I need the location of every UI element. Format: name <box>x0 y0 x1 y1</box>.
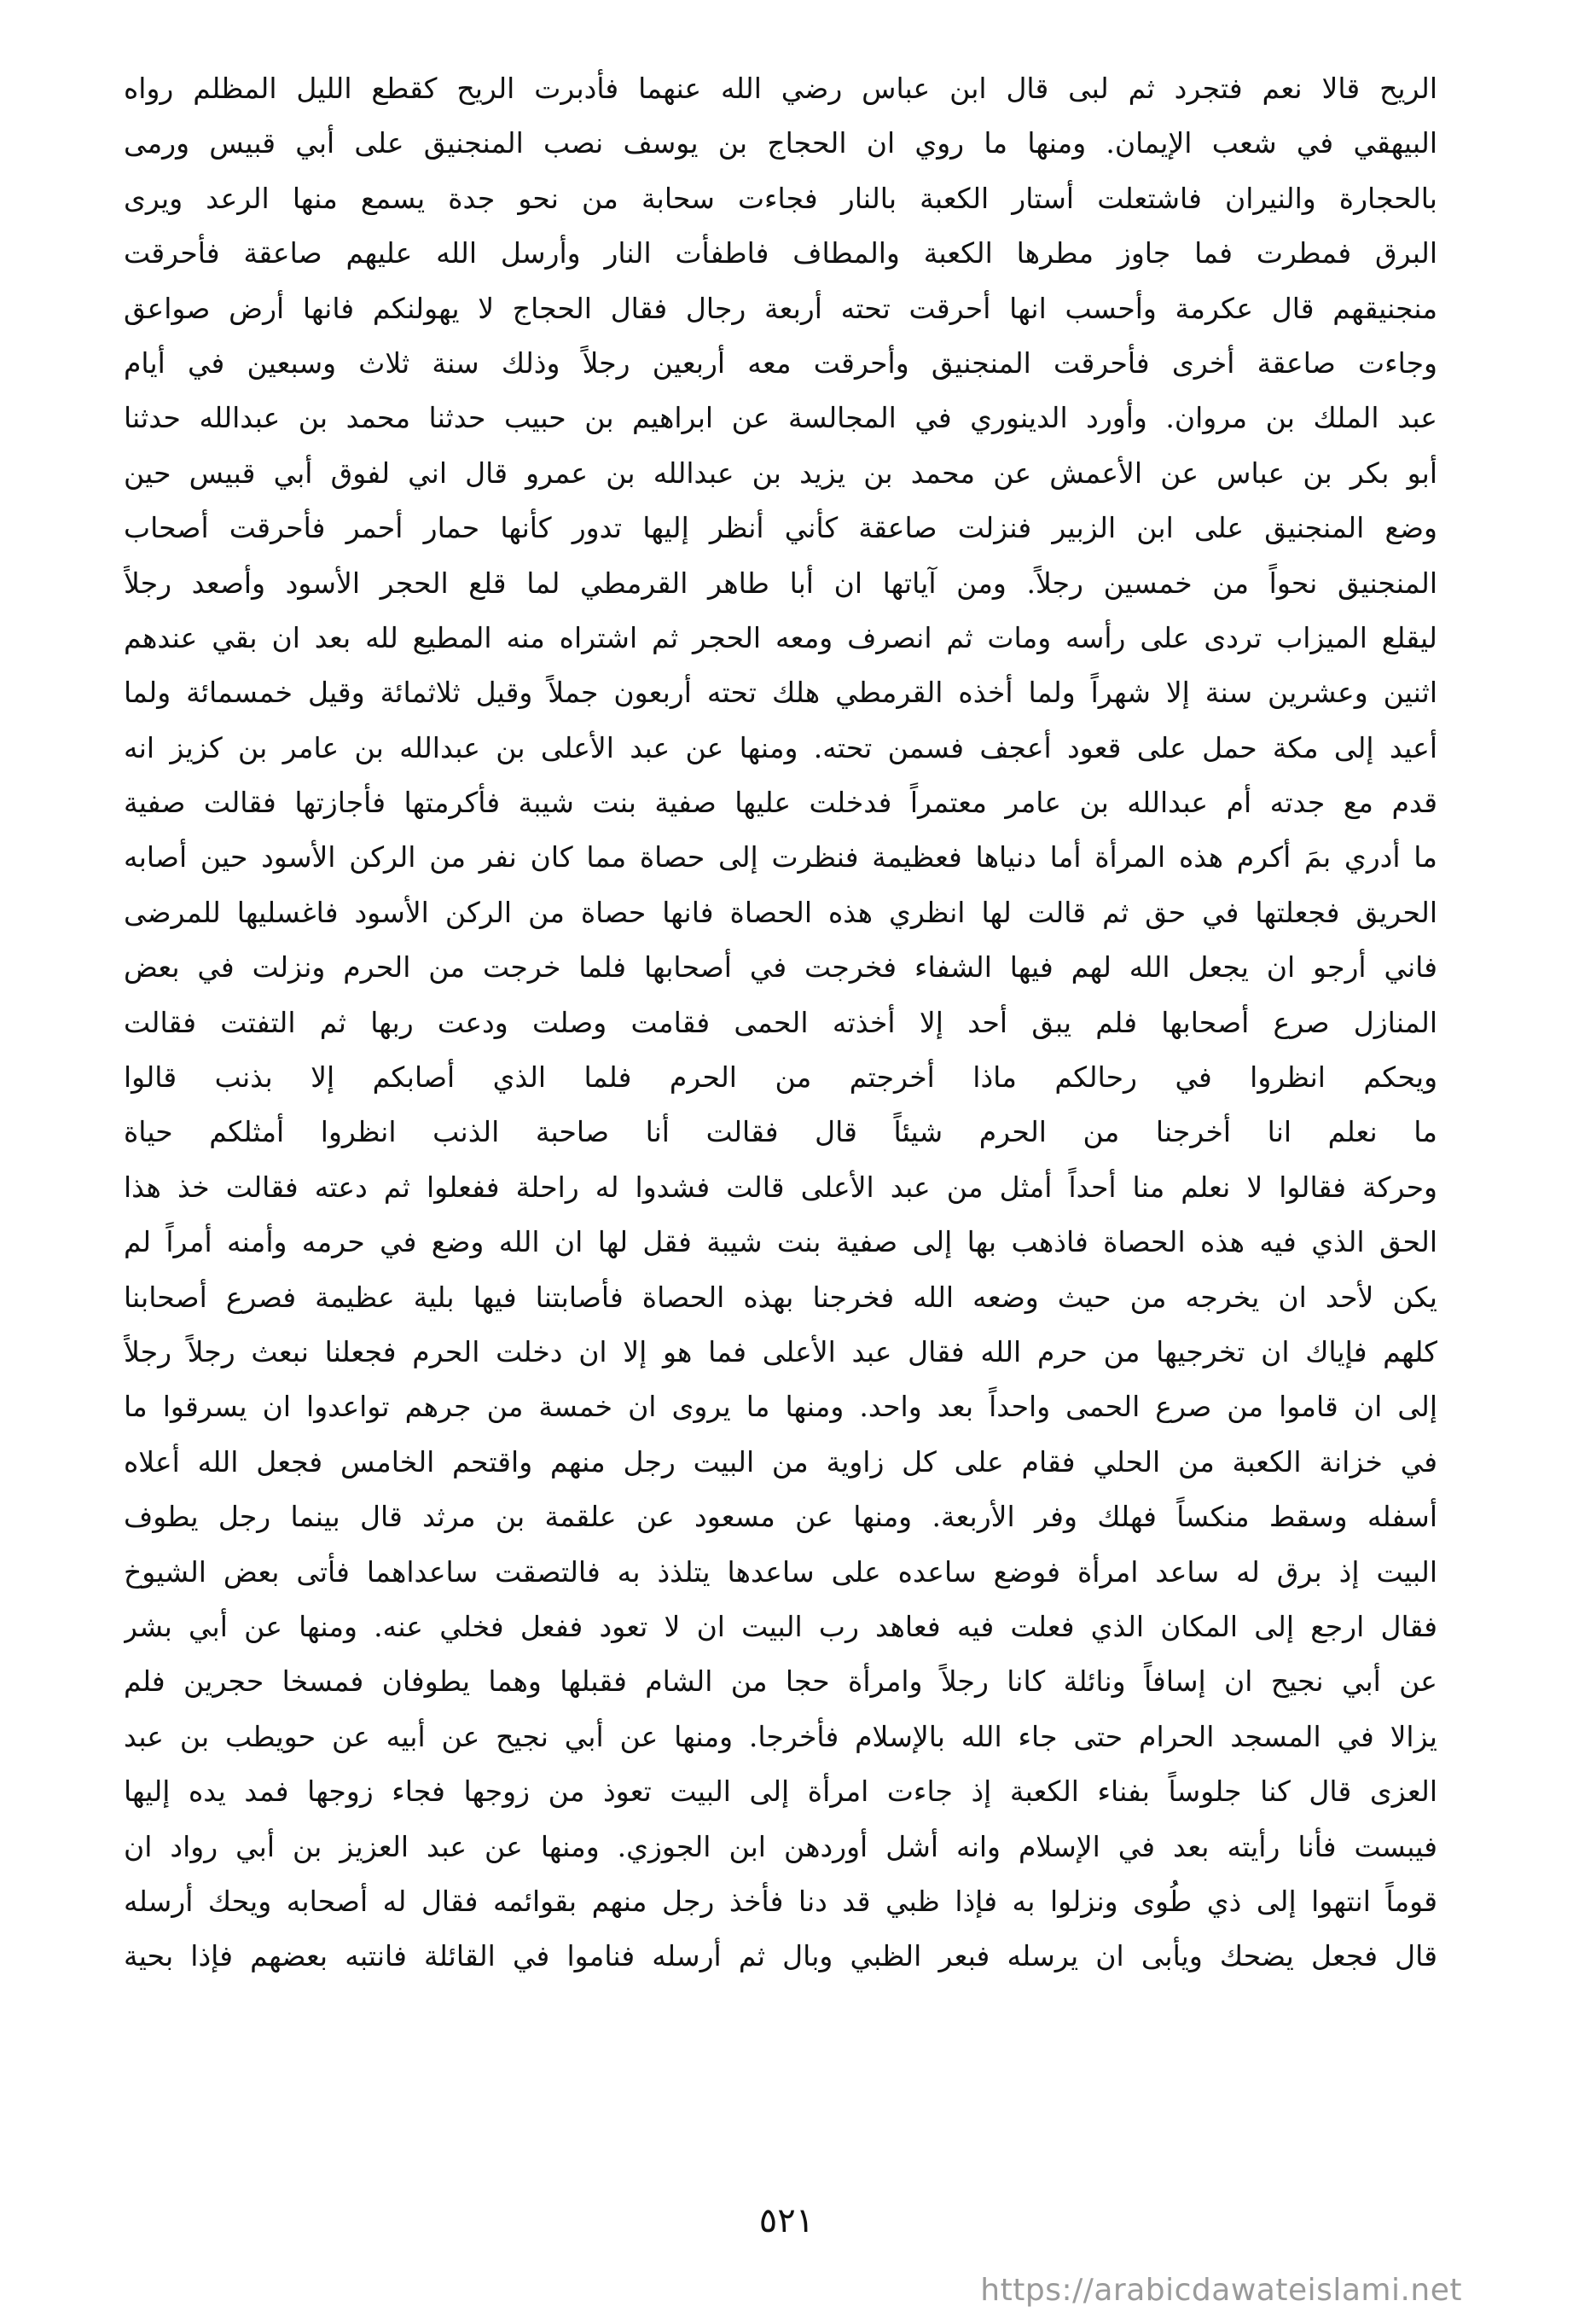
text-line: عن أبي نجيح ان إسافاً ونائلة كانا رجلاً وامرأة حجا من الشام فقبلها وهما يطوفان فمسخا حجرين فلم <box>124 1665 1437 1699</box>
text-line: عبد الملك بن مروان. وأورد الدينوري في المجالسة عن ابراهيم بن حبيب حدثنا محمد بن عبدالله حدثنا <box>124 401 1437 435</box>
text-line: البيت إذ برق له ساعد امرأة فوضع ساعده على ساعدها يتلذذ به فالتصقت ساعداهما فأتى بعض الشيوخ <box>124 1554 1437 1589</box>
text-line: أعيد إلى مكة حمل على قعود أعجف فسمن تحته. ومنها عن عبد الأعلى بن عبدالله بن عامر بن كزيز انه <box>124 730 1437 764</box>
text-line: فقال ارجع إلى المكان الذي فعلت فيه فعاهد رب البيت ان لا تعود ففعل فخلي عنه. ومنها عن أبي بشر <box>124 1609 1437 1643</box>
text-line: الريح قالا نعم فتجرد ثم لبى قال ابن عباس رضي الله عنهما فأدبرت الريح كقطع الليل المظلم رواه <box>124 72 1437 105</box>
text-line: المنجنيق نحواً من خمسين رجلاً. ومن آياتها ان أبا طاهر القرمطي لما قلع الحجر الأسود وأصعد رجلاً <box>124 566 1437 600</box>
text-line: ما نعلم انا أخرجنا من الحرم شيئاً قال فقالت أنا صاحبة الذنب انظروا أمثلكم حياة <box>124 1115 1437 1149</box>
body-text <box>124 61 1437 1984</box>
text-line: فاني أرجو ان يجعل الله لهم فيها الشفاء فخرجت في أصحابها فلما خرجت من الحرم ونزلت في بعض <box>124 950 1437 985</box>
text-line: ما أدري بمَ أكرم هذه المرأة أما دنياها فعظيمة فنظرت إلى حصاة مما كان نفر من الركن الأسود حين أصابه <box>124 840 1437 874</box>
page-number: ٥٢١ <box>758 2201 815 2240</box>
text-line: منجنيقهم قال عكرمة وأحسب انها أحرقت تحته أربعة رجال فقال الحجاج لا يهولنكم فانها أرض صواعق <box>124 291 1437 325</box>
text-line: يزالا في المسجد الحرام حتى جاء الله بالإسلام فأخرجا. ومنها عن أبي نجيح عن أبيه عن حويطب بن عبد <box>124 1719 1437 1753</box>
text-line: يكن لأحد ان يخرجه من حيث وضعه الله فخرجنا بهذه الحصاة فأصابتنا فيها بلية عظيمة فصرع أصحابنا <box>124 1280 1437 1314</box>
text-line: وضع المنجنيق على ابن الزبير فنزلت صاعقة كأني أنظر إليها تدور كأنها حمار أحمر فأحرقت أصحاب <box>124 511 1437 545</box>
text-line: كلهم فإياك ان تخرجيها من حرم الله فقال عبد الأعلى فما هو إلا ان دخلت الحرم فجعلنا نبعث رجلاً رجلاً <box>124 1334 1437 1368</box>
text-line: ليقلع الميزاب تردى على رأسه ومات ثم انصرف ومعه الحجر ثم اشتراه منه المطيع لله بعد ان بقي عندهم <box>124 620 1437 654</box>
text-line: أسفله وسقط منكساً فهلك وفر الأربعة. ومنها عن مسعود عن علقمة بن مرثد قال بينما رجل يطوف <box>124 1500 1437 1534</box>
text-line: البرق فمطرت فما جاوز مطرها الكعبة والمطاف فاطفأت النار وأرسل الله عليهم صاعقة فأحرقت <box>124 236 1437 270</box>
text-line: بالحجارة والنيران فاشتعلت أستار الكعبة بالنار فجاءت سحابة من نحو جدة يسمع منها الرعد ويرى <box>124 181 1437 215</box>
text-line: الحق الذي فيه هذه الحصاة فاذهب بها إلى صفية بنت شيبة فقل لها ان الله وضع في حرمه وأمنه أمراً لم <box>124 1225 1437 1259</box>
text-line: العزى قال كنا جلوساً بفناء الكعبة إذ جاءت امرأة إلى البيت تعوذ من زوجها فجاء زوجها فمد يده إليها <box>124 1775 1437 1809</box>
text-line: وحركة فقالوا لا نعلم منا أحداً أمثل من عبد الأعلى قالت فشدوا له راحلة ففعلوا ثم دعته فقالت خذ هذا <box>124 1170 1437 1204</box>
text-line: فيبست فأنا رأيته بعد في الإسلام وانه أشل أوردهن ابن الجوزي. ومنها عن عبد العزيز بن أبي رواد ان <box>124 1829 1437 1863</box>
text-line: قوماً انتهوا إلى ذي طُوى ونزلوا به فإذا ظبي قد دنا فأخذ رجل منهم بقوائمه فقال له أصحابه ويحك أرسله <box>124 1884 1437 1918</box>
text-line: اثنين وعشرين سنة إلا شهراً ولما أخذه القرمطي هلك تحته أربعون جملاً وقيل ثلاثمائة وقيل خمسمائة ولما <box>124 676 1437 710</box>
text-line: المنازل صرع أصحابها فلم يبق أحد إلا أخذته الحمى فقامت وصلت ودعت ربها ثم التفتت فقالت <box>124 1005 1437 1039</box>
text-line: قدم مع جدته أم عبدالله بن عامر معتمراً فدخلت عليها صفية بنت شيبة فأكرمتها فأجازتها فقالت صفية <box>124 786 1437 820</box>
text-line: إلى ان قاموا من صرع الحمى واحداً بعد واحد. ومنها ما يروى ان خمسة من جرهم تواعدوا ان يسرقوا ما <box>124 1390 1437 1424</box>
text-line: ويحكم انظروا في رحالكم ماذا أخرجتم من الحرم فلما الذي أصابكم إلا بذنب قالوا <box>124 1060 1437 1095</box>
text-line: قال فجعل يضحك ويأبى ان يرسله فبعر الظبي وبال ثم أرسله فناموا في القائلة فانتبه بعضهم فإذا بحية <box>124 1939 1437 1973</box>
source-watermark: https://arabicdawateislami.net <box>980 2273 1462 2308</box>
text-line: أبو بكر بن عباس عن الأعمش عن محمد بن يزيد بن عبدالله بن عمرو قال اني لفوق أبي قبيس حين <box>124 456 1437 490</box>
text-line: وجاءت صاعقة أخرى فأحرقت المنجنيق وأحرقت معه أربعين رجلاً وذلك سنة ثلاث وسبعين في أيام <box>124 346 1437 380</box>
text-line: البيهقي في شعب الإيمان. ومنها ما روي ان الحجاج بن يوسف نصب المنجنيق على أبي قبيس ورمى <box>124 126 1437 160</box>
text-line: في خزانة الكعبة من الحلي فقام على كل زاوية من البيت رجل منهم واقتحم الخامس فجعل الله أعلاه <box>124 1444 1437 1479</box>
text-line: الحريق فجعلتها في حق ثم قالت لها انظري هذه الحصاة فانها حصاة من الركن الأسود فاغسليها للمرضى <box>124 895 1437 929</box>
